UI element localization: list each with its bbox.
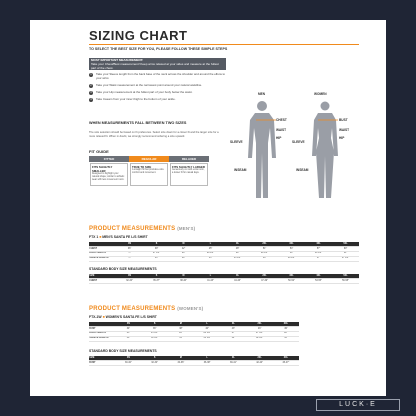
table-cell: M [168,322,194,326]
table-cell: 37 1/2" [332,256,359,261]
men-product-code: FTX 1 [89,235,99,239]
table-cell: 30" [278,251,305,256]
women-product-code: FTX-1W [89,315,102,319]
table-cell: 4XL [305,274,332,278]
women-product: FTX-1W ■ WOMEN'S SANTA FE L/S SHIRT [89,315,157,319]
waist-label-men: WAIST [276,128,287,132]
table-cell: XS [115,322,141,326]
fit-guide [89,156,209,187]
page-title: SIZING CHART [89,28,188,43]
table-cell: S [143,242,170,246]
important-text: Take your Chest/Bust measurement! Keep arms relaxed at your sides and measure at the fullest part of the chest. [91,61,219,70]
table-cell: 51" [251,246,278,251]
table-row [89,256,359,261]
table-cell: 43" [220,326,246,331]
table-cell: 4XL [305,242,332,246]
table-cell: 2XL [247,322,273,326]
men-section-heading [89,226,195,232]
table-row [89,278,359,283]
table-cell: XL [224,274,251,278]
table-cell: L [194,356,220,360]
women-heading-suffix: (WOMEN'S) [177,306,204,311]
table-cell: BUST [89,360,115,365]
table-cell: 2XL [247,356,273,360]
fit-column-regular [129,156,169,187]
table-cell: 27" [220,331,246,336]
table-row [89,336,299,341]
sleeve-label-women: SLEEVE [292,140,305,144]
table-cell: 39" [143,246,170,251]
women-section-heading [89,306,203,312]
table-cell: 34-36" [168,360,194,365]
men-heading-suffix: (MEN'S) [177,226,196,231]
table-cell: 32 1/2" [247,336,273,341]
table-cell: 38" [168,326,194,331]
table-cell: 36 1/2" [278,256,305,261]
table-cell: 3XL [278,242,305,246]
step-number: 1 [90,73,92,76]
table-cell: M [168,356,194,360]
table-cell: SIZE [89,274,116,278]
table-cell: 35" [197,256,224,261]
table-cell: SLEEVE LENGTH [89,256,116,261]
step-item [89,84,229,88]
step-text: Take your Waist measurement at the narrowest point around your natural waistline. [96,82,203,87]
women-standard-heading: STANDARD BODY SIZE MEASUREMENTS [89,349,157,353]
step-number: 4 [90,98,92,102]
table-cell: 28" [273,331,299,336]
table-cell: XS [116,274,143,278]
men-standard-heading: STANDARD BODY SIZE MEASUREMENTS [89,267,157,271]
table-cell: 36" [142,326,168,331]
table-cell: M [170,242,197,246]
hip-label-men: HIP [276,136,282,140]
table-cell: 42-44" [247,360,273,365]
table-cell: 2XL [251,274,278,278]
table-cell: 26 1/2" [194,331,220,336]
table-cell: 25" [115,331,141,336]
table-cell: XL [220,322,246,326]
table-cell: 44-46" [224,278,251,283]
table-cell: 27 1/2" [247,331,273,336]
table-cell: 42" [170,246,197,251]
table-cell: S [142,322,168,326]
important-box [89,58,226,70]
table-cell: 26" [168,331,194,336]
table-cell: 40" [194,326,220,331]
table-cell: 57" [305,246,332,251]
table-cell: XS [116,242,143,246]
fit-column-body [130,163,168,186]
step-number: 3 [90,90,92,94]
sizing-sheet [30,20,386,396]
men-product: FTX 1 ■ MEN'S SANTA FE L/S SHIRT [89,235,148,239]
table-cell: 28" [170,251,197,256]
men-label: MEN [258,92,266,96]
fit-column-body [170,163,208,186]
table-cell: 33" [143,256,170,261]
table-cell: 41-43" [197,278,224,283]
intro-text: TO SELECT THE BEST SIZE FOR YOU, PLEASE FOLLOW THESE SIMPLE STEPS [89,47,228,51]
table-cell: BUST [89,326,115,331]
fit-column-desc: A straight fit that provides extra comfort and movement. [132,169,164,174]
men-standard-table [89,274,359,284]
table-cell: 30 1/2" [142,336,168,341]
table-cell: 28 1/2" [197,251,224,256]
table-cell: S [143,274,170,278]
women-standard-table [89,356,299,366]
women-heading-text: PRODUCT MEASUREMENTS [89,306,176,312]
table-cell: 25 1/2" [142,331,168,336]
fit-column-fitted [89,156,129,187]
table-cell: 30 1/2" [305,251,332,256]
step-item [89,98,229,102]
table-cell: M [170,274,197,278]
waist-label-women: WAIST [339,128,350,132]
table-cell: 34" [170,256,197,261]
table-cell: 50-52" [278,278,305,283]
step-text: Take Inseam from your inner thigh to the bottom of your ankle. [96,97,176,102]
table-cell: 45" [197,246,224,251]
table-cell: L [194,322,220,326]
table-cell: 34" [115,326,141,331]
inseam-label-men: INSEAM [234,168,247,172]
table-cell: 38-40" [170,278,197,283]
bust-label: BUST [339,118,348,122]
table-cell: 31" [168,336,194,341]
sleeve-label-men: SLEEVE [230,140,243,144]
table-cell: 31" [332,251,359,256]
table-cell: 3XL [278,274,305,278]
table-cell: 39-41" [220,360,246,365]
table-cell: CHEST [89,278,116,283]
fit-column-bold: FITS SLIGHTLY LARGER [172,165,205,169]
table-cell: 35 1/2" [224,256,251,261]
table-cell: S [142,356,168,360]
table-cell: — [116,251,143,256]
table-cell: 3XL [273,322,299,326]
table-cell: 30" [115,336,141,341]
fit-column-bold: FITS SLIGHTLY SMALLER [92,165,113,173]
table-cell: XS [115,356,141,360]
fit-guide-heading: FIT GUIDE [89,149,109,154]
women-product-name: WOMEN'S SANTA FE L/S SHIRT [105,315,157,319]
table-cell: 36" [116,246,143,251]
table-cell: 32-34" [142,360,168,365]
brand-logo: LUCK·E [316,399,400,411]
table-cell: L [197,274,224,278]
step-text: Take your Sleeve length from the back base of the neck across the shoulder and around the elbow to your wrist. [96,72,226,80]
women-product-table [89,322,299,342]
table-cell: 5XL [332,242,359,246]
steps-list [89,73,229,105]
fall-between-heading: WHEN MEASUREMENTS FALL BETWEEN TWO SIZES [89,121,187,125]
fit-column-body [90,163,128,186]
men-product-name: MEN'S SANTA FE L/S SHIRT [102,235,148,239]
table-cell: 3XL [273,356,299,360]
table-row [89,360,299,365]
table-cell: 49" [273,326,299,331]
table-cell: 54" [278,246,305,251]
table-cell: BACK LENGTH [89,251,116,256]
table-cell: 33" [273,336,299,341]
fit-column-bold: TRUE TO SIZE [132,165,152,169]
table-cell: 2XL [251,242,278,246]
table-cell: 45-47" [273,360,299,365]
table-cell: 27 1/2" [143,251,170,256]
step-text: Take your Hip measurement at the fullest part of your body below the waist. [96,89,193,94]
table-cell: 32-34" [116,278,143,283]
table-cell: XL [220,356,246,360]
table-cell: 56-58" [332,278,359,283]
chest-label: CHEST [276,118,287,122]
men-heading-text: PRODUCT MEASUREMENTS [89,226,176,232]
table-cell: 36-38" [194,360,220,365]
table-cell: 53-55" [305,278,332,283]
table-cell: L [197,242,224,246]
fit-column-desc: Generously cut with extra room, a looser fit for casual days. [172,169,205,174]
table-cell: 29" [224,251,251,256]
women-label: WOMEN [314,92,327,96]
table-cell: 35-37" [143,278,170,283]
step-number: 2 [90,83,92,87]
fit-column-desc: Designed to highlight your natural shape; similar to athletic wear with less movement room. [92,173,125,181]
men-product-table [89,242,359,262]
table-cell: 48" [224,246,251,251]
table-cell: 5XL [332,274,359,278]
table-cell: SIZE [89,356,115,360]
step-item [89,91,229,95]
table-cell: XL [224,242,251,246]
important-heading: MOST IMPORTANT MEASUREMENT: [91,58,144,62]
table-cell: — [116,256,143,261]
table-cell: CHEST [89,246,116,251]
table-cell: BACK LENGTH [89,331,115,336]
table-cell: 30-32" [115,360,141,365]
table-cell: 32" [220,336,246,341]
fit-column-relaxed [169,156,209,187]
inseam-label-women: INSEAM [296,168,309,172]
table-cell: 60" [332,246,359,251]
fit-column-name: FITTED [89,156,129,162]
step-item [89,73,229,81]
title-divider [89,44,359,45]
table-cell: 29 1/2" [251,251,278,256]
hip-label-women: HIP [339,136,345,140]
table-cell: 46" [247,326,273,331]
fit-column-name: RELAXED [169,156,209,162]
body-silhouettes-icon [230,48,358,218]
body-figures [230,48,358,218]
table-cell: 31 1/2" [194,336,220,341]
table-cell: 36" [251,256,278,261]
fall-between-text: The size selection should be based on fit preference. Select size down for a closer fit and the larger size for a more relaxed fit. When in doubt, we strongly recommend ordering a size upward. [89,131,219,138]
table-cell: SLEEVE LENGTH [89,336,115,341]
table-cell: 47-49" [251,278,278,283]
table-cell: 37" [305,256,332,261]
fit-column-name: REGULAR [129,156,169,162]
